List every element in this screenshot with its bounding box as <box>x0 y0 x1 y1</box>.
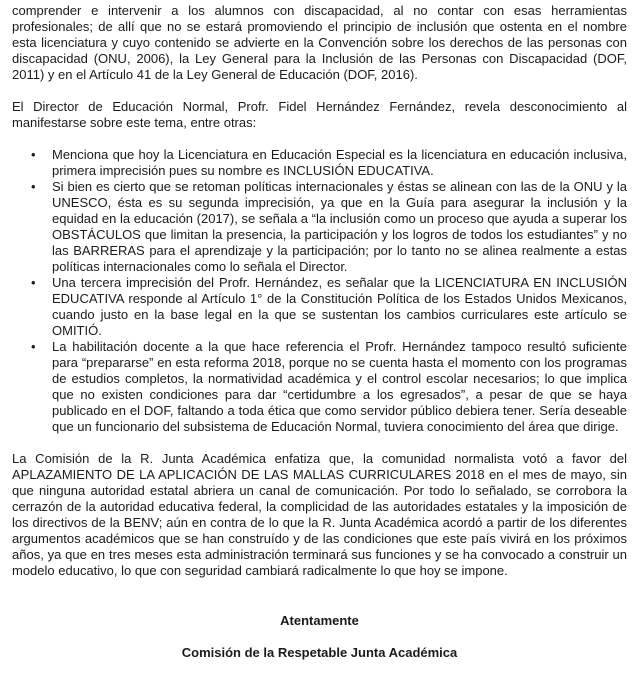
paragraph-comision-enfatiza: La Comisión de la R. Junta Académica enfatiza que, la comunidad normalista votó a favor del APLAZAMIENTO DE LA APLICACIÓN DE LAS MALLAS CURRICULARES 2018 en el mes de mayo, sin que ninguna autoridad estatal abriera un canal de comunicación. Por todo lo señalado, se corrobora la cerrazón de la autoridad educativa federal, la complicidad de las autoridades estatales y la imposición de los directivos de la BENV; aún en contra de lo que la R. Junta Académica acordó a partir de los diferentes argumentos académicos que se han construído y de las condiciones que este país vivirá en los próximos años, ya que en tres meses esta administración terminará sus funciones y se ha convocado a construir un modelo educativo, lo que con seguridad cambiará radicalmente lo que hoy se impone. <box>12 451 627 578</box>
bullet-marker-icon: • <box>31 179 36 194</box>
list-item-primera-imprecision <box>31 147 627 179</box>
paragraph-discapacidad: comprender e intervenir a los alumnos con discapacidad, al no contar con esas herramientas profesionales; de allí que no se estará promoviendo el principio de inclusión que ostenta en el nombre esta licenciatura y cuyo contenido se advierte en la Convención sobre los derechos de las personas con discapacidad (ONU, 2006), la Ley General para la Inclusión de las Personas con Discapacidad (DOF, 2011) y en el Artículo 41 de la Ley General de Educación (DOF, 2016). <box>12 3 627 82</box>
closing-salutation: Atentamente <box>280 613 359 628</box>
bullet-marker-icon: • <box>31 147 36 162</box>
list-item-habilitacion-docente <box>31 339 627 435</box>
closing-signature: Comisión de la Respetable Junta Académica <box>181 645 458 660</box>
list-item-text: Si bien es cierto que se retoman políticas internacionales y éstas se alinean con las de la ONU y la UNESCO, ésta es su segunda imprecisión, ya que en la Guía para asegurar la inclusión y la equidad en la educación (2017), se señala a “la inclusión como un proceso que ayuda a superar los OBSTÁCULOS que limitan la presencia, la participación y los logros de todos los estudiantes” y no las BARRERAS para el aprendizaje y la participación; por lo tanto no se alinea realmente a estas políticas internacionales como lo señala el Director. <box>52 179 627 274</box>
list-item-text: La habilitación docente a la que hace referencia el Profr. Hernández tampoco resultó suficiente para “prepararse” en esta reforma 2018, porque no se cuenta hasta el momento con los programas de estudios completos, la normatividad académica y el control escolar necesarios; lo que implica que no existen condiciones para dar “certidumbre a los egresados”, a pesar de que se haya publicado en el DOF, faltando a toda ética que como servidor público debiera tener. Sería deseable que un funcionario del subsistema de Educación Normal, tuviera conocimiento del área que dirige. <box>52 339 627 434</box>
imprecisiones-bullet-list <box>12 147 627 435</box>
list-item-segunda-imprecision <box>31 179 627 275</box>
bullet-marker-icon: • <box>31 339 36 354</box>
list-item-text: Menciona que hoy la Licenciatura en Educación Especial es la licenciatura en educación inclusiva, primera imprecisión pues su nombre es INCLUSIÓN EDUCATIVA. <box>52 147 627 178</box>
bullet-marker-icon: • <box>31 275 36 290</box>
list-item-tercera-imprecision <box>31 275 627 339</box>
paragraph-director-statement: El Director de Educación Normal, Profr. Fidel Hernández Fernández, revela desconocimiento al manifestarse sobre este tema, entre otras: <box>12 99 627 130</box>
list-item-text: Una tercera imprecisión del Profr. Hernández, es señalar que la LICENCIATURA EN INCLUSIÓN EDUCATIVA responde al Artículo 1° de la Constitución Política de los Estados Unidos Mexicanos, cuando justo en la base legal en la que se sustentan los cambios curriculares este artículo se OMITIÓ. <box>52 275 627 338</box>
